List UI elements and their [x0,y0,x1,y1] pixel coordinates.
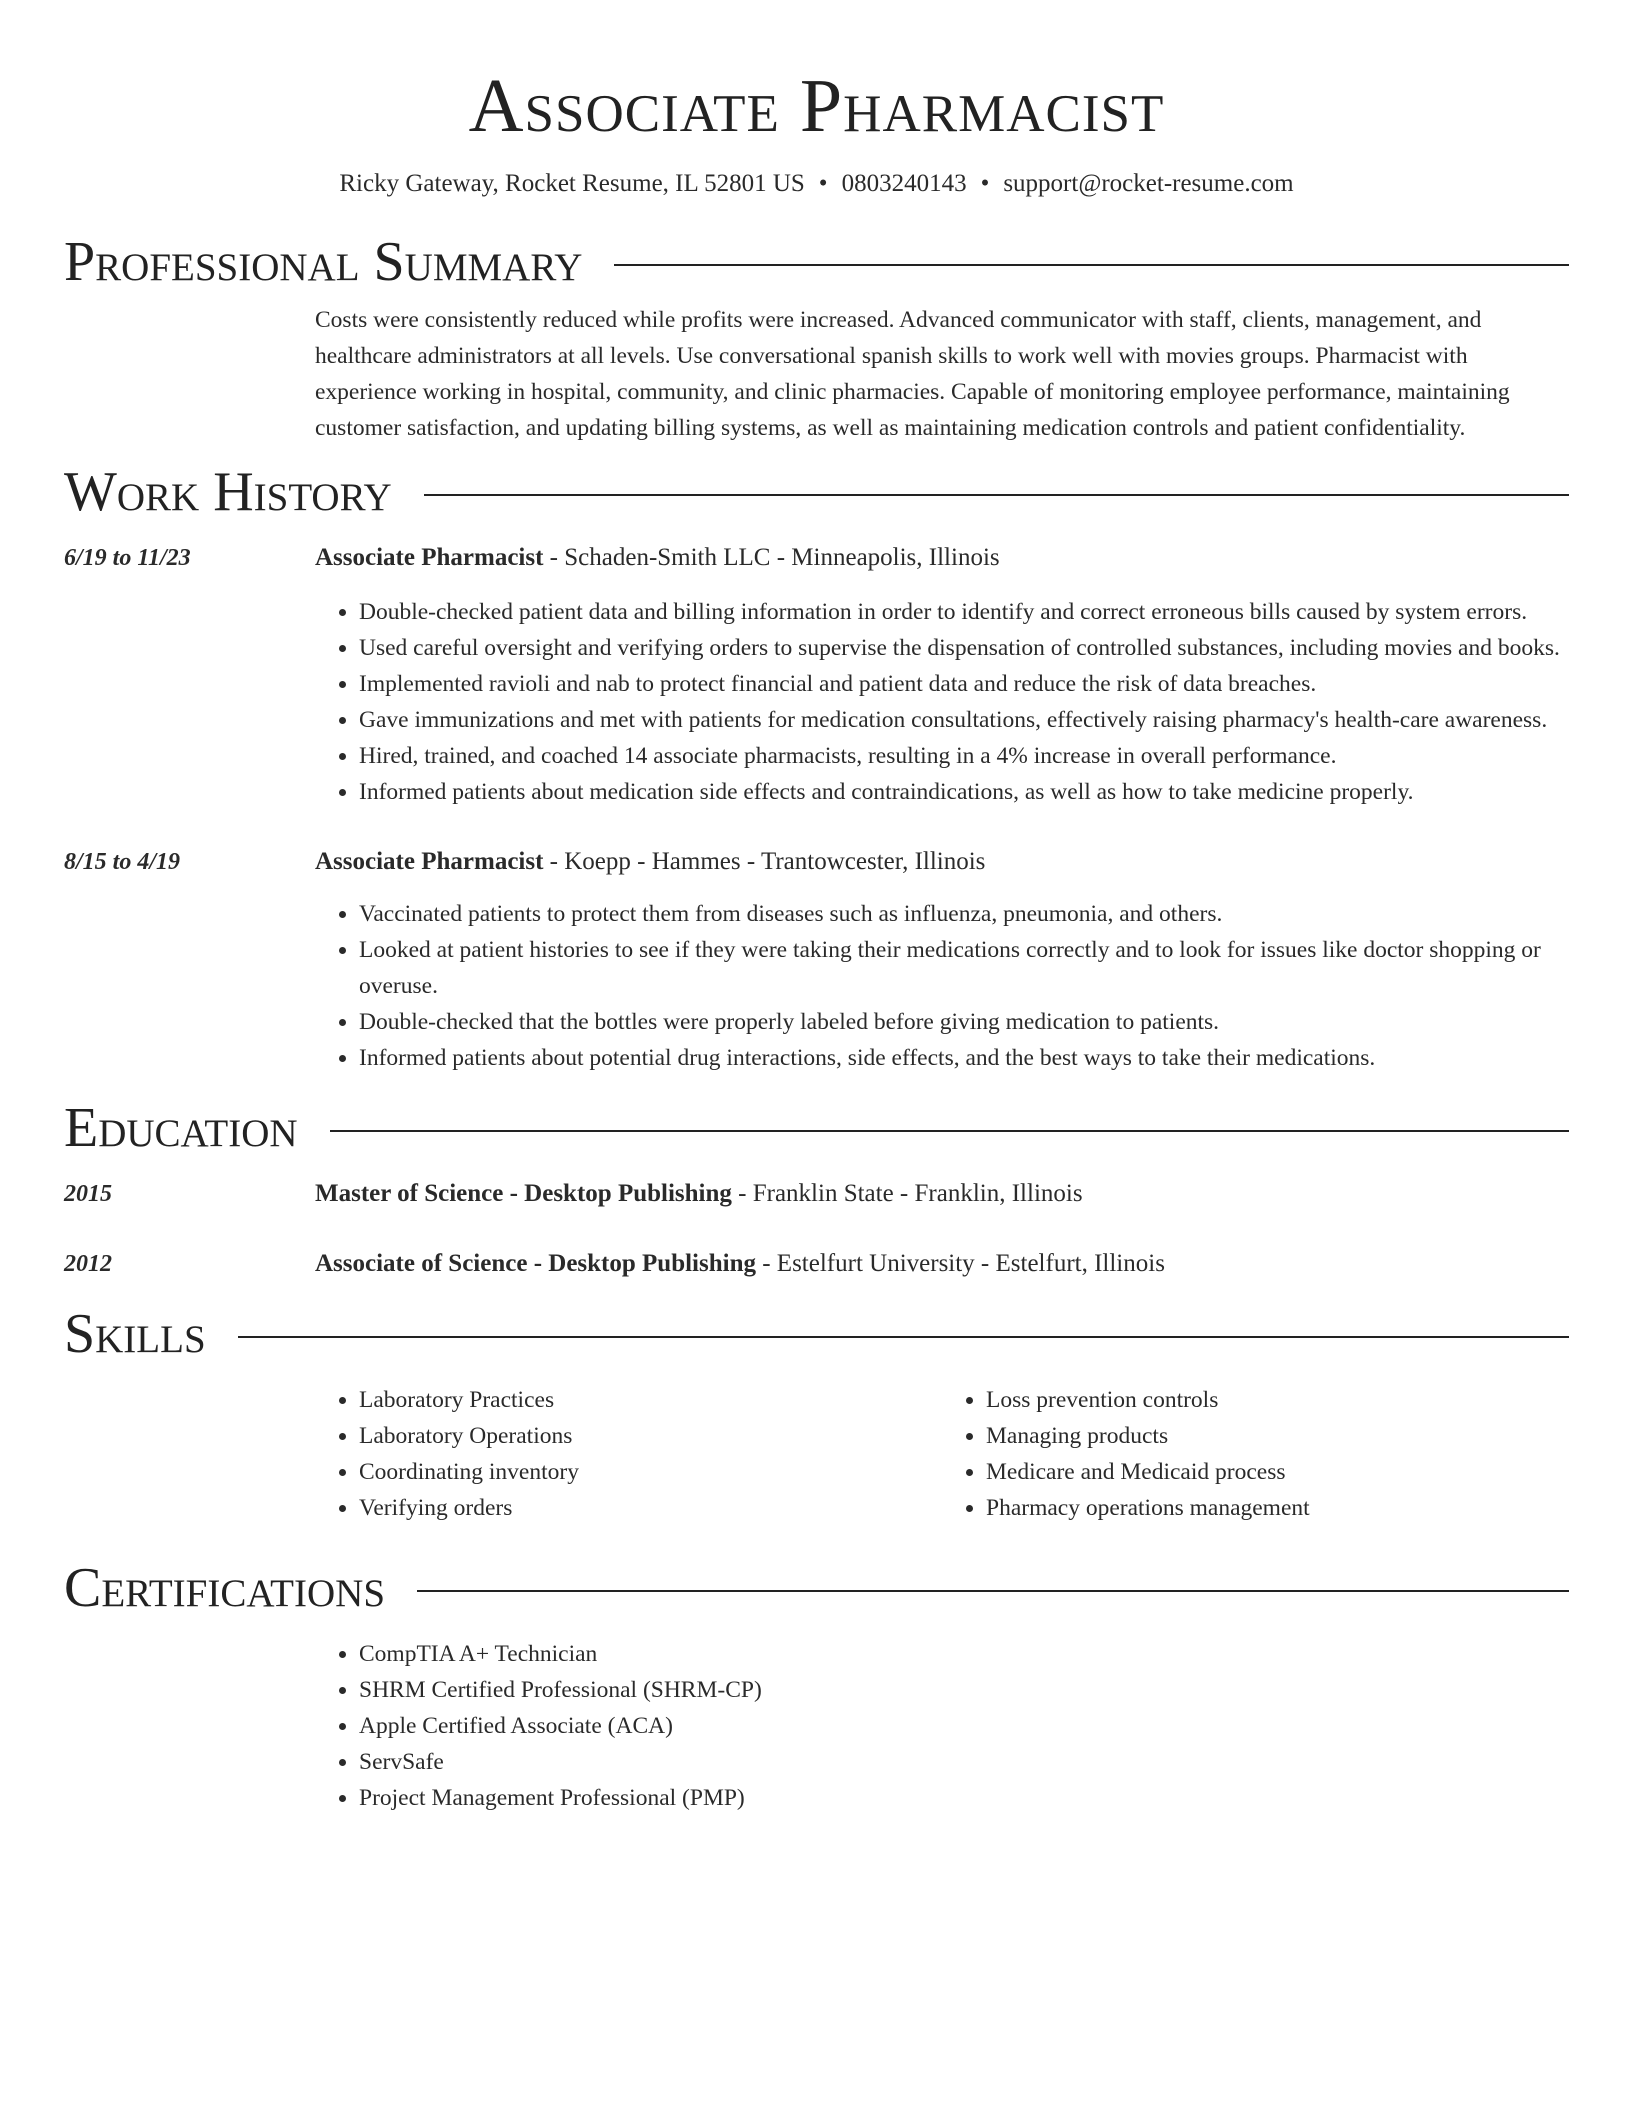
job-bullets [315,594,1569,810]
list-item: • Hired, trained, and coached 14 associate pharmacists, resulting in a 4% increase in overall performance. [359,738,1569,774]
education-year: 2015 [64,1181,112,1207]
contact-email: support@rocket-resume.com [1003,170,1294,197]
job-title: Associate Pharmacist [315,848,544,875]
job-entry [64,540,1569,576]
list-item: • ServSafe [359,1744,1569,1780]
education-year: 2012 [64,1251,112,1277]
list-item: • Vaccinated patients to protect them from diseases such as influenza, pneumonia, and others. [359,896,1569,932]
list-item: • Gave immunizations and met with patients for medication consultations, effectively raising pharmacy's health-care awareness. [359,702,1569,738]
section-divider [424,494,1569,496]
section-divider [614,264,1569,266]
section-divider [238,1336,1569,1338]
list-item: • Verifying orders [359,1490,942,1526]
list-item: • SHRM Certified Professional (SHRM-CP) [359,1672,1569,1708]
resume-page [64,0,1569,1816]
section-divider [417,1590,1569,1592]
list-item: • Loss prevention controls [986,1382,1569,1418]
list-item: • Used careful oversight and verifying orders to supervise the dispensation of controlled substances, including movies and books. [359,630,1569,666]
job-employer: - Schaden-Smith LLC - Minneapolis, Illinois [543,544,1000,571]
contact-separator: • [818,170,828,197]
education-entry [64,1246,1569,1282]
contact-phone: 0803240143 [841,170,967,197]
list-item: • Medicare and Medicaid process [986,1454,1569,1490]
section-heading: Certifications [64,1557,386,1619]
list-item: • Apple Certified Associate (ACA) [359,1708,1569,1744]
job-bullets [315,896,1569,1076]
skills-list [315,1382,1569,1526]
list-item: • Coordinating inventory [359,1454,942,1490]
list-item: • Double-checked that the bottles were properly labeled before giving medication to patients. [359,1004,1569,1040]
job-dates: 8/15 to 4/19 [64,849,181,875]
resume-title: Associate Pharmacist [468,64,1165,148]
skills-column-left [315,1382,942,1526]
education-degree: Master of Science - Desktop Publishing [315,1180,732,1207]
job-detail [315,844,1569,880]
education-school: - Estelfurt University - Estelfurt, Illinois [755,1250,1165,1277]
section-skills-header [64,1302,1569,1366]
section-summary-header [64,230,1569,294]
list-item: • Informed patients about medication side effects and contraindications, as well as how to take medicine properly. [359,774,1569,810]
list-item: • Laboratory Operations [359,1418,942,1454]
section-heading: Work History [64,461,392,523]
education-detail [315,1246,1569,1282]
list-item: • Project Management Professional (PMP) [359,1780,1569,1816]
job-dates: 6/19 to 11/23 [64,545,191,571]
section-divider [330,1130,1569,1132]
education-detail [315,1176,1569,1212]
certifications-list [315,1636,1569,1816]
job-entry [64,844,1569,880]
section-certifications-header [64,1556,1569,1620]
section-heading: Education [64,1097,298,1159]
contact-address: Ricky Gateway, Rocket Resume, IL 52801 US [339,170,805,197]
job-detail [315,540,1569,576]
education-degree: Associate of Science - Desktop Publishing [315,1250,756,1277]
education-entry [64,1176,1569,1212]
section-heading: Skills [64,1303,206,1365]
list-item: • Double-checked patient data and billing information in order to identify and correct erroneous bills caused by system errors. [359,594,1569,630]
education-school: - Franklin State - Franklin, Illinois [731,1180,1083,1207]
contact-line [64,168,1569,200]
list-item: • Managing products [986,1418,1569,1454]
job-employer: - Koepp - Hammes - Trantowcester, Illinois [543,848,986,875]
list-item: • Informed patients about potential drug interactions, side effects, and the best ways to take their medications. [359,1040,1569,1076]
contact-separator: • [980,170,990,197]
list-item: • Pharmacy operations management [986,1490,1569,1526]
section-heading: Professional Summary [64,231,583,293]
skills-column-right [942,1382,1569,1526]
list-item: • Looked at patient histories to see if they were taking their medications correctly and to look for issues like doctor shopping or overuse. [359,932,1569,1004]
summary-text: Costs were consistently reduced while profits were increased. Advanced communicator with staff, clients, management, and healthcare administrators at all levels. Use conversational spanish skills to work well with movies groups. Pharmacist with experience working in hospital, community, and clinic pharmacies. Capable of monitoring employee performance, maintaining customer satisfaction, and updating billing systems, as well as maintaining medication controls and patient confidentiality. [315,307,1510,441]
section-education-header [64,1096,1569,1160]
job-title: Associate Pharmacist [315,544,544,571]
list-item: • Laboratory Practices [359,1382,942,1418]
section-work-header [64,460,1569,524]
list-item: • CompTIA A+ Technician [359,1636,1569,1672]
list-item: • Implemented ravioli and nab to protect financial and patient data and reduce the risk of data breaches. [359,666,1569,702]
